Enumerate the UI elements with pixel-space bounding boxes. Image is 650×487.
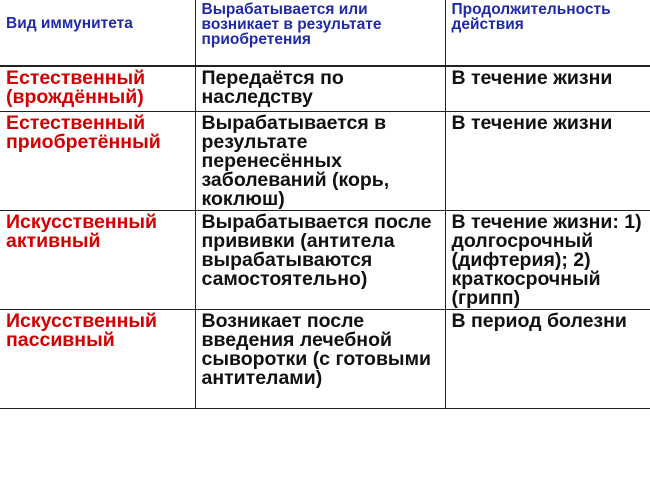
table-row — [0, 310, 650, 409]
cell-kind: Естественный приобретённый — [0, 112, 195, 211]
table-row — [0, 112, 650, 211]
table-header-row — [0, 0, 650, 66]
cell-kind: Искусственный активный — [0, 211, 195, 310]
table-row — [0, 66, 650, 112]
cell-duration: В период болезни — [445, 310, 650, 409]
cell-duration: В течение жизни: 1) долгосрочный (дифтерия); 2) краткосрочный (грипп) — [445, 211, 650, 310]
header-duration: Продолжительность действия — [445, 0, 650, 66]
table-row — [0, 211, 650, 310]
cell-origin: Вырабатывается после прививки (антитела вырабатываются самостоятельно) — [195, 211, 445, 310]
header-origin: Вырабатывается или возникает в результате приобретения — [195, 0, 445, 66]
header-kind: Вид иммунитета — [0, 0, 195, 66]
cell-origin: Вырабатывается в результате перенесённых заболеваний (корь, коклюш) — [195, 112, 445, 211]
cell-kind: Искусственный пассивный — [0, 310, 195, 409]
cell-kind: Естественный (врождённый) — [0, 66, 195, 112]
cell-duration: В течение жизни — [445, 112, 650, 211]
cell-origin: Возникает после введения лечебной сыворотки (с готовыми антителами) — [195, 310, 445, 409]
cell-origin: Передаётся по наследству — [195, 66, 445, 112]
cell-duration: В течение жизни — [445, 66, 650, 112]
